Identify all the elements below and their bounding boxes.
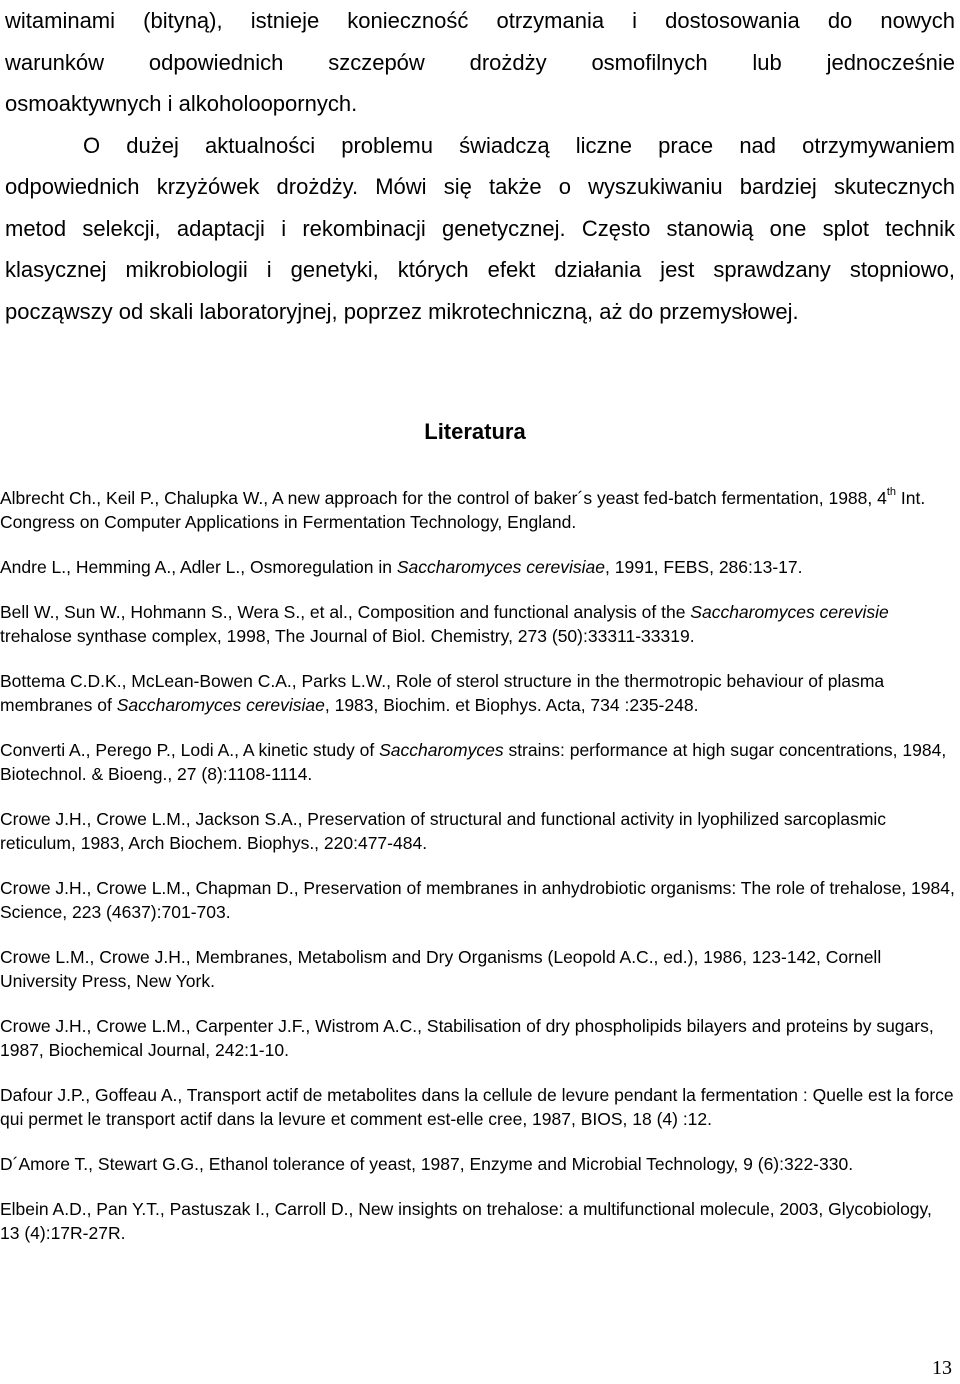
- paragraph-line: warunków odpowiednich szczepów drożdży osmofilnych lub jednocześnie: [5, 49, 955, 75]
- reference-text: Crowe J.H., Crowe L.M., Carpenter J.F., Wistrom A.C., Stabilisation of dry phospholipids bilayers and proteins by sugars, 1987, Biochemical Journal, 242:1-10.: [0, 1016, 934, 1060]
- reference-text: Crowe J.H., Crowe L.M., Chapman D., Preservation of membranes in anhydrobiotic organisms: The role of trehalose, 1984, Science, 223 (4637):701-703.: [0, 878, 955, 922]
- paragraph-line: osmoaktywnych i alkoholoopornych.: [5, 91, 358, 116]
- paragraph-line: O dużej aktualności problemu świadczą liczne prace nad otrzymywaniem: [83, 132, 955, 158]
- reference-item: [0, 807, 955, 855]
- page-number: 13: [932, 1357, 952, 1379]
- section-heading: Literatura: [424, 419, 526, 444]
- paragraph-2: [5, 125, 955, 333]
- paragraph-intro: [5, 0, 955, 125]
- reference-item: [0, 600, 955, 648]
- reference-item: [0, 1197, 955, 1245]
- paragraph-line: odpowiednich krzyżówek drożdży. Mówi się także o wyszukiwaniu bardziej skutecznych: [5, 174, 955, 199]
- reference-item: [0, 945, 955, 993]
- reference-species: Saccharomyces: [379, 740, 504, 760]
- reference-text: Crowe L.M., Crowe J.H., Membranes, Metabolism and Dry Organisms (Leopold A.C., ed.), 1986, 123-142, Cornell University Press, New York.: [0, 947, 882, 991]
- reference-text: Converti A., Perego P., Lodi A., A kinetic study of: [0, 740, 380, 760]
- reference-item: [0, 876, 955, 924]
- reference-text: trehalose synthase complex, 1998, The Journal of Biol. Chemistry, 273 (50):33311-33319.: [0, 626, 695, 646]
- page-body: [5, 0, 955, 332]
- reference-text: Elbein A.D., Pan Y.T., Pastuszak I., Carroll D., New insights on trehalose: a multifunctional molecule, 2003, Glycobiology, 13 (4):17R-27R.: [0, 1199, 932, 1243]
- reference-text: Bottema C.D.K., McLean-Bowen C.A., Parks L.W., Role of sterol structure in the thermotropic behaviour of plasma membranes of: [0, 671, 885, 715]
- reference-item: [0, 738, 955, 786]
- reference-list: [0, 486, 955, 1266]
- reference-text: , 1991, FEBS, 286:13-17.: [605, 557, 803, 577]
- paragraph-line: witaminami (bityną), istnieje konieczność otrzymania i dostosowania do nowych: [5, 8, 955, 33]
- reference-superscript: th: [886, 486, 897, 499]
- reference-text: D´Amore T., Stewart G.G., Ethanol tolerance of yeast, 1987, Enzyme and Microbial Technology, 9 (6):322-330.: [0, 1154, 854, 1174]
- reference-species: Saccharomyces cerevisiae: [396, 557, 606, 577]
- reference-text: Albrecht Ch., Keil P., Chalupka W., A new approach for the control of baker´s yeast fed-batch fermentation, 1988, 4: [0, 488, 887, 508]
- reference-species: Saccharomyces cerevisiae: [116, 695, 325, 715]
- reference-item: [0, 555, 955, 579]
- reference-text: , 1983, Biochim. et Biophys. Acta, 734 :235-248.: [324, 695, 699, 715]
- reference-item: [0, 486, 955, 534]
- reference-text: Andre L., Hemming A., Adler L., Osmoregulation in: [0, 557, 397, 577]
- reference-item: [0, 1014, 955, 1062]
- reference-species: Saccharomyces cerevisie: [690, 602, 889, 622]
- paragraph-line: począwszy od skali laboratoryjnej, poprzez mikrotechniczną, aż do przemysłowej.: [5, 298, 799, 324]
- reference-text: Int. Congress on Computer Applications in Fermentation Technology, England.: [0, 488, 926, 532]
- reference-text: Crowe J.H., Crowe L.M., Jackson S.A., Preservation of structural and functional activity in lyophilized sarcoplasmic reticulum, 1983, Arch Biochem. Biophys., 220:477-484.: [0, 809, 887, 853]
- reference-text: Dafour J.P., Goffeau A., Transport actif de metabolites dans la cellule de levure pendant la fermentation : Quelle est la force qui permet le transport actif dans la levure et comment est-elle cree, 1987, BIOS, 18 (4) :12.: [0, 1085, 954, 1129]
- paragraph-line: metod selekcji, adaptacji i rekombinacji genetycznej. Często stanowią one splot technik: [5, 215, 955, 241]
- reference-item: [0, 1083, 955, 1131]
- reference-item: [0, 669, 955, 717]
- paragraph-line: klasycznej mikrobiologii i genetyki, których efekt działania jest sprawdzany stopniowo,: [5, 257, 955, 282]
- reference-text: Bell W., Sun W., Hohmann S., Wera S., et al., Composition and functional analysis of the: [0, 602, 691, 622]
- reference-item: [0, 1152, 955, 1176]
- reference-text: strains: performance at high sugar concentrations, 1984, Biotechnol. & Bioeng., 27 (8):1108-1114.: [0, 740, 947, 784]
